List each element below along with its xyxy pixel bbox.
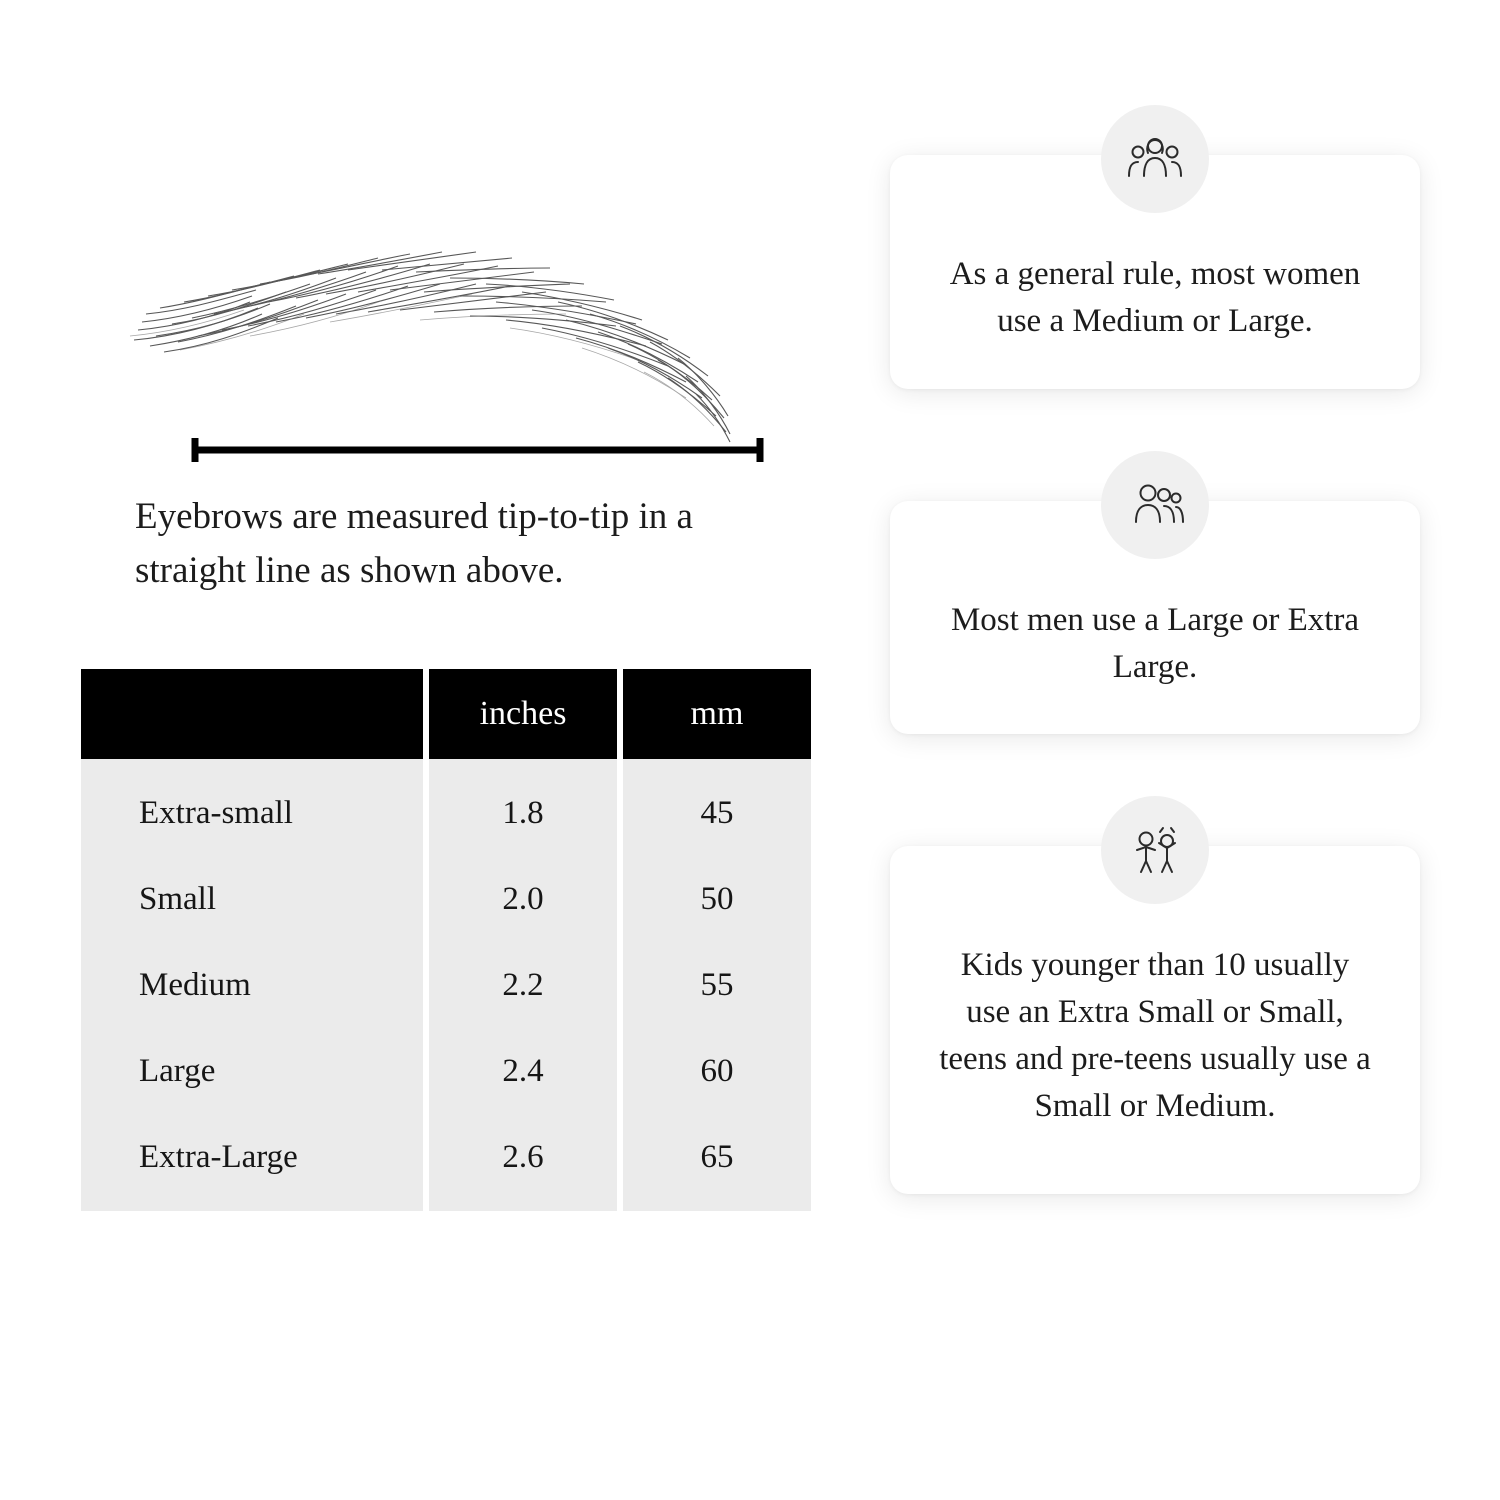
cell-size: Extra-Large (81, 1114, 423, 1211)
table-header-size (81, 669, 423, 759)
tip-text: As a general rule, most women use a Medium or Large. (949, 256, 1361, 339)
table-row (81, 1114, 811, 1211)
kids-icon (1101, 796, 1209, 904)
table-header-mm: mm (623, 669, 811, 759)
cell-mm: 60 (623, 1028, 811, 1114)
tip-card-kids (875, 846, 1435, 1193)
table-row (81, 759, 811, 856)
left-column (75, 150, 815, 1211)
cell-mm: 55 (623, 942, 811, 1028)
cell-mm: 50 (623, 856, 811, 942)
cell-size: Medium (81, 942, 423, 1028)
women-group-icon (1101, 105, 1209, 213)
right-column (875, 155, 1435, 1306)
eyebrow-illustration (120, 150, 760, 450)
size-chart-table (75, 669, 817, 1211)
cell-size: Large (81, 1028, 423, 1114)
cell-inches: 2.6 (429, 1114, 617, 1211)
men-group-icon (1101, 451, 1209, 559)
cell-mm: 65 (623, 1114, 811, 1211)
table-row (81, 856, 811, 942)
tip-card-men (875, 501, 1435, 735)
cell-size: Extra-small (81, 759, 423, 856)
measurement-bar (190, 435, 765, 465)
figure-caption: Eyebrows are measured tip-to-tip in a straight line as shown above. (135, 496, 693, 591)
cell-inches: 1.8 (429, 759, 617, 856)
tip-text: Most men use a Large or Extra Large. (950, 601, 1360, 685)
table-row (81, 1028, 811, 1114)
table-row (81, 942, 811, 1028)
cell-inches: 2.0 (429, 856, 617, 942)
cell-mm: 45 (623, 759, 811, 856)
table-header-row (81, 669, 811, 759)
cell-inches: 2.4 (429, 1028, 617, 1114)
cell-size: Small (81, 856, 423, 942)
cell-inches: 2.2 (429, 942, 617, 1028)
tip-text: Kids younger than 10 usually use an Extra Small or Small, teens and pre-teens usually use a Small or Medium. (939, 947, 1371, 1125)
tip-card-women (875, 155, 1435, 389)
eyebrow-figure (120, 150, 760, 480)
table-header-inches: inches (429, 669, 617, 759)
